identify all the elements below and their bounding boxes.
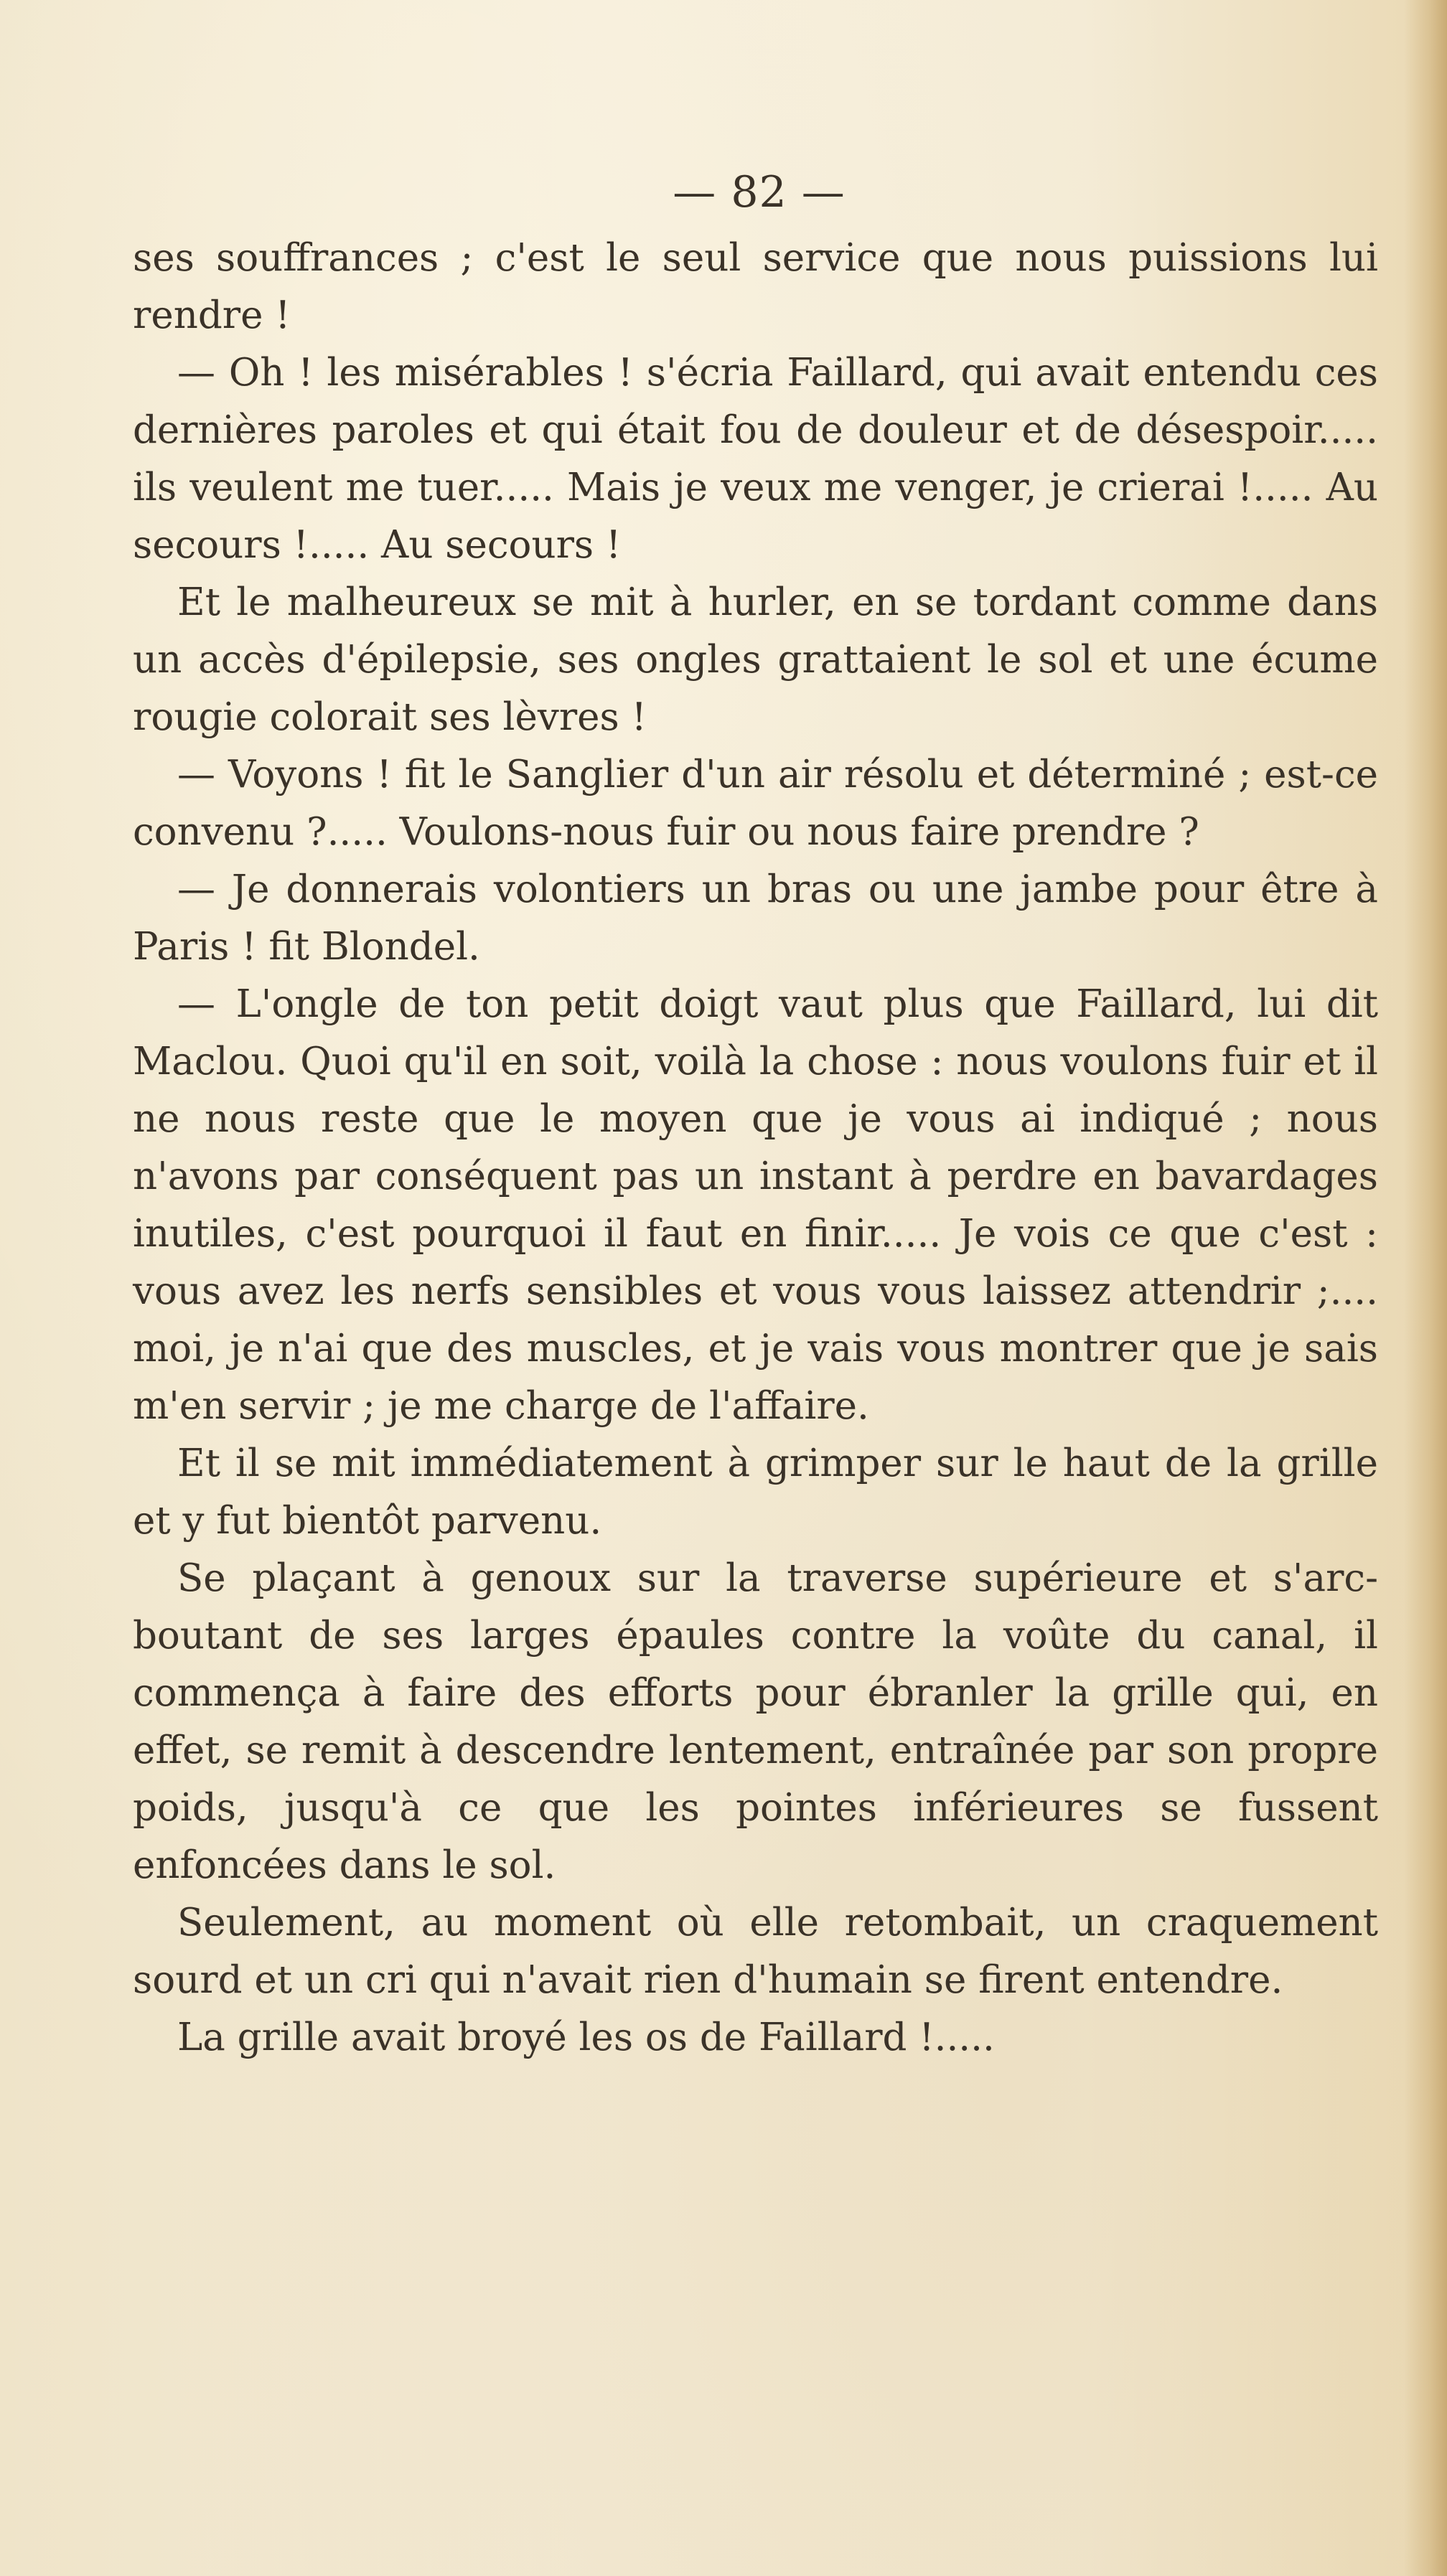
paragraph-dialogue-maclou: — L'ongle de ton petit doigt vaut plus que Faillard, lui dit Maclou. Quoi qu'il en soit, voilà la chose : nous voulons fuir et il ne nous reste que le moyen que je vous ai indiqué ; nous n'avons par conséquent pas un instant à perdre en bavardages inutiles, c'est pourquoi il faut en finir..... Je vois ce que c'est : vous avez les nerfs sensibles et vous vous laissez attendrir ;.... moi, je n'ai que des muscles, et je vais vous montrer que je sais m'en servir ; je me charge de l'affaire.	[133, 982, 1378, 1428]
page-number: — 82 —	[673, 167, 846, 217]
book-page	[133, 164, 1378, 2067]
paragraph-narration-climb: Et il se mit immédiatement à grimper sur le haut de la grille et y fut bientôt parvenu.	[133, 1442, 1378, 1543]
paragraph-narration-final: La grille avait broyé les os de Faillard !.....	[177, 2016, 995, 2059]
paragraph-dialogue-faillard: — Oh ! les misérables ! s'écria Faillard, qui avait entendu ces dernières paroles et qui était fou de douleur et de désespoir..... ils veulent me tuer..... Mais je veux me venger, je crierai !..... Au secours !..... Au secours !	[133, 351, 1378, 567]
paragraph-dialogue-blondel: — Je donnerais volontiers un bras ou une jambe pour être à Paris ! fit Blondel.	[133, 868, 1378, 969]
paragraph-narration-seizure: Et le malheureux se mit à hurler, en se tordant comme dans un accès d'épilepsie, ses ongles grattaient le sol et une écume rougie colorait ses lèvres !	[133, 580, 1378, 739]
page-edge-shadow	[1404, 0, 1447, 2576]
paragraph-dialogue-sanglier: — Voyons ! fit le Sanglier d'un air résolu et déterminé ; est-ce convenu ?..... Voulons-nous fuir ou nous faire prendre ?	[133, 753, 1378, 854]
paragraph-narration-crack: Seulement, au moment où elle retombait, un craquement sourd et un cri qui n'avait rien d'humain se firent entendre.	[133, 1901, 1378, 2002]
paragraph-continuation: ses souffrances ; c'est le seul service que nous puissions lui rendre !	[133, 236, 1378, 337]
paragraph-narration-grille: Se plaçant à genoux sur la traverse supérieure et s'arc-boutant de ses larges épaules contre la voûte du canal, il commença à faire des efforts pour ébranler la grille qui, en effet, se remit à descendre lentement, entraînée par son propre poids, jusqu'à ce que les pointes inférieures se fussent enfoncées dans le sol.	[133, 1556, 1378, 1887]
